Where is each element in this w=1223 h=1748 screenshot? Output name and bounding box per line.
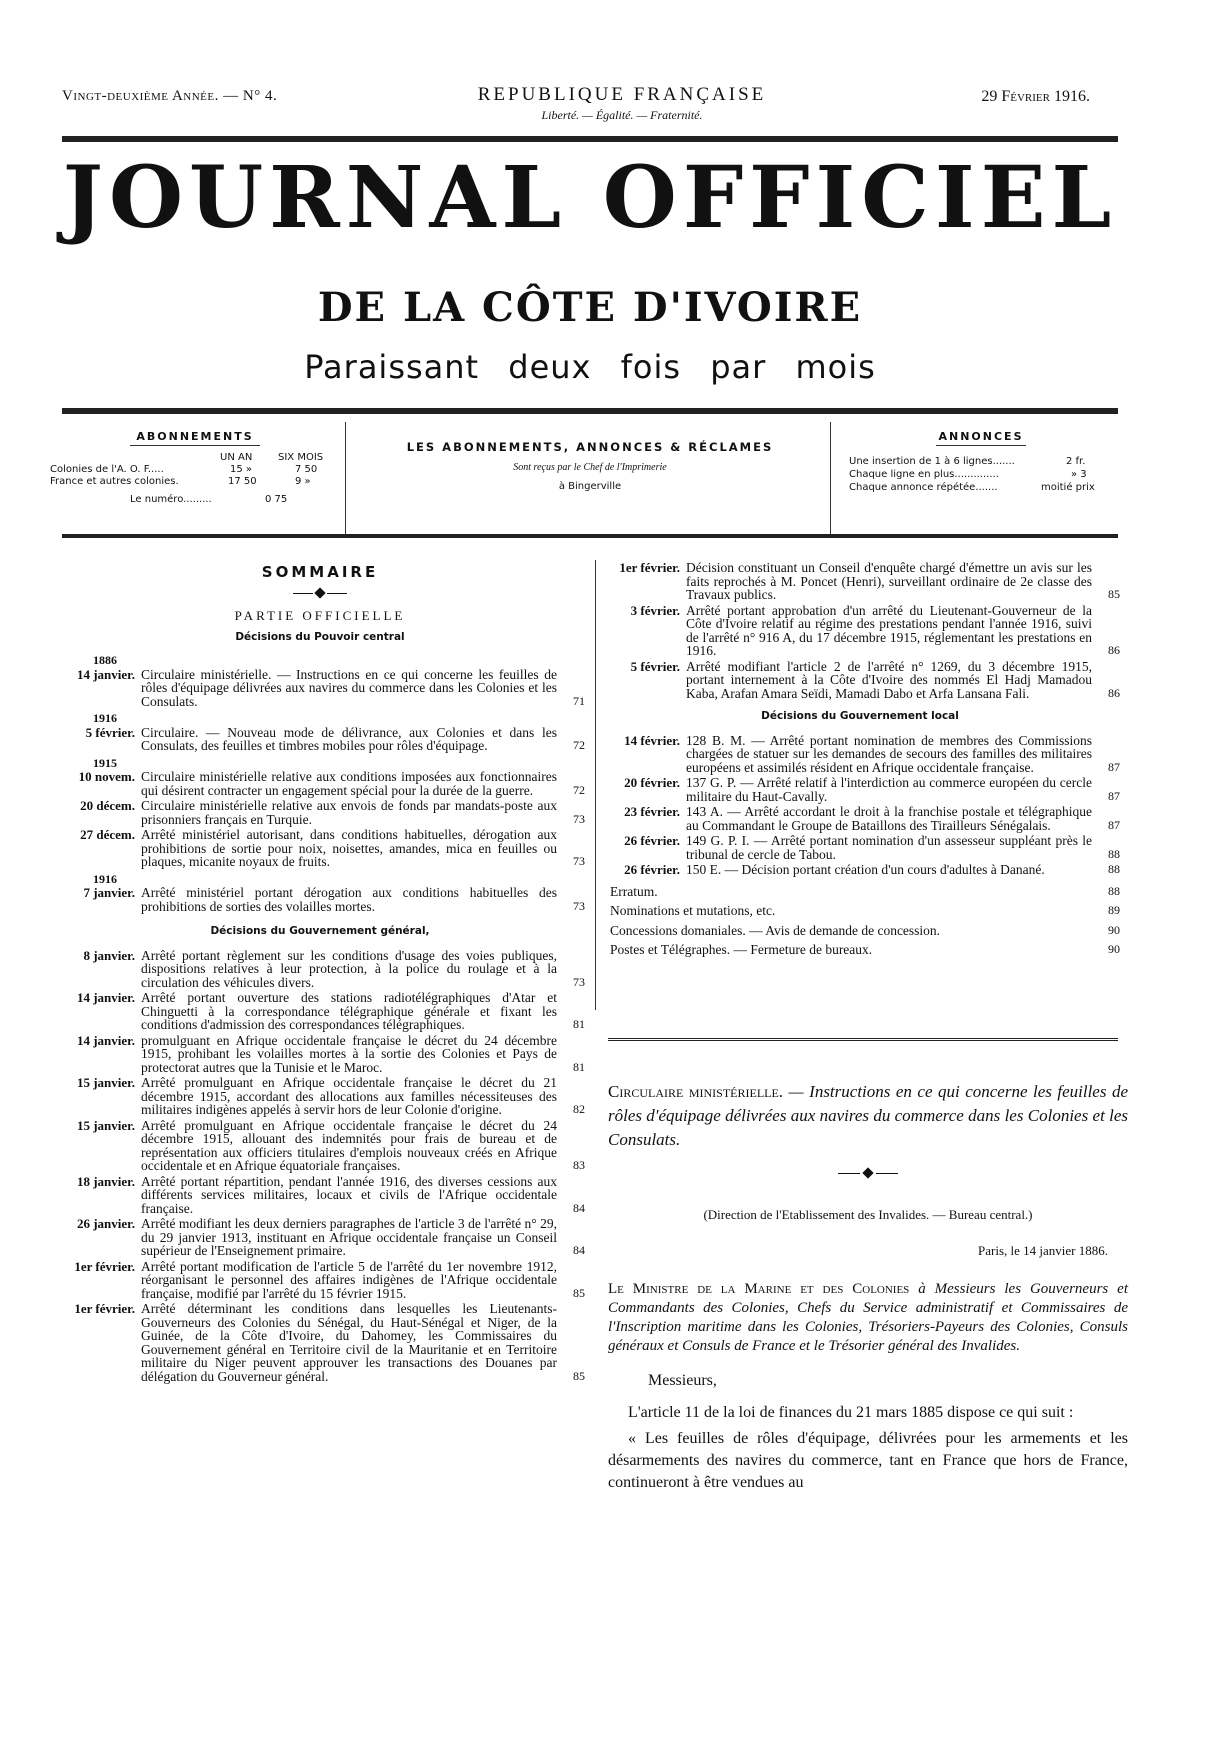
divider bbox=[345, 422, 346, 534]
sommaire-entry bbox=[55, 949, 585, 990]
entry-text: Erratum. bbox=[610, 883, 658, 899]
misc-entry bbox=[610, 903, 1120, 918]
entry-date: 14 février. bbox=[624, 732, 680, 748]
divider bbox=[62, 534, 1118, 538]
sub-row: France et autres colonies. 17 50 9 » bbox=[50, 476, 311, 487]
annonce-row: Chaque ligne en plus.............. » 3 bbox=[849, 469, 1087, 480]
entry-text: Arrêté promulguant en Afrique occidentale française le décret du 21 décembre 1915, accordant des allocations aux familles nécessiteuses des militaires indigènes appelés à servir hors de leur Colonie d'origine. bbox=[141, 1075, 557, 1117]
entry-text: Arrêté portant règlement sur les conditions d'usage des voies publiques, dispositions relatives à leur protection, à la police du roulage et à la circulation des véhicules divers. bbox=[141, 947, 557, 990]
entry-date: 26 février. bbox=[624, 833, 680, 848]
sommaire-entry bbox=[55, 991, 585, 1032]
sommaire-entry bbox=[55, 726, 585, 753]
entry-page: 87 bbox=[1108, 788, 1120, 803]
edition-label: Vingt-deuxième Année. — N° 4. bbox=[62, 88, 278, 104]
center-box-line: à Bingerville bbox=[558, 481, 622, 492]
masthead-subtitle: DE LA CÔTE D'IVOIRE bbox=[317, 284, 863, 331]
year-heading: 1915 bbox=[93, 755, 117, 770]
misc-entry bbox=[610, 922, 1120, 938]
entry-text: Concessions domaniales. — Avis de demande de concession. bbox=[610, 922, 941, 938]
entry-date: 20 février. bbox=[624, 775, 680, 790]
entry-text: promulguant en Afrique occidentale française le décret du 24 décembre 1915, prohibant les volailles mortes à la sortie des Colonies et Pays de protectorat autres que la Tunisie et le Maroc. bbox=[141, 1032, 557, 1075]
entry-date: 1er février. bbox=[74, 1258, 135, 1274]
paragraph: L'article 11 de la loi de finances du 21 mars 1885 dispose ce qui suit : bbox=[628, 1404, 1074, 1421]
center-box-line: Sont reçus par le Chef de l'Imprimerie bbox=[513, 462, 667, 473]
sommaire-entry bbox=[600, 805, 1120, 832]
entry-text: Circulaire ministérielle relative aux envois de fonds par mandats-poste aux prisonniers français en Turquie. bbox=[141, 798, 557, 827]
sommaire-entry bbox=[55, 799, 585, 826]
salutation: Messieurs, bbox=[648, 1372, 717, 1389]
divider bbox=[830, 422, 831, 534]
entry-page: 85 bbox=[1108, 587, 1120, 601]
republic-label: REPUBLIQUE FRANÇAISE bbox=[477, 84, 767, 105]
entry-page: 85 bbox=[573, 1285, 585, 1300]
masthead-title: JOURNAL OFFICIEL bbox=[62, 148, 1118, 248]
entry-date: 18 janvier. bbox=[76, 1173, 135, 1189]
divider bbox=[62, 136, 1118, 142]
entry-page: 87 bbox=[1108, 817, 1120, 832]
annonce-row: Chaque annonce répétée....... moitié prix bbox=[849, 482, 1095, 493]
entry-date: 5 février. bbox=[630, 658, 680, 674]
subscriptions-box bbox=[50, 430, 340, 508]
center-box-title: LES ABONNEMENTS, ANNONCES & RÉCLAMES bbox=[406, 440, 774, 454]
entry-text: 143 A. — Arrêté accordant le droit à la franchise postale et télégraphique au Commandant le Groupe de Bataillons des Tirailleurs Sénégalais. bbox=[686, 804, 1092, 833]
entry-text: Arrêté portant répartition, pendant l'année 1916, des diverses cessions aux différents services militaires, locaux et civils de l'Afrique occidentale française. bbox=[141, 1173, 557, 1216]
partie-title: PARTIE OFFICIELLE bbox=[234, 608, 406, 623]
entry-text: Postes et Télégraphes. — Fermeture de bureaux. bbox=[610, 942, 873, 957]
entry-page: 73 bbox=[573, 854, 585, 868]
entry-text: Arrêté portant ouverture des stations radiotélégraphiques d'Atar et Chinguetti à la correspondance télégraphique générale et fixant les conditions d'admission des correspondances télégraphiques. bbox=[141, 990, 557, 1032]
sommaire-entry bbox=[55, 828, 585, 869]
ornament bbox=[55, 586, 585, 600]
year-heading: 1916 bbox=[93, 871, 117, 886]
sommaire-entry bbox=[600, 660, 1120, 701]
entry-date: 14 janvier. bbox=[76, 666, 135, 682]
divider bbox=[62, 408, 1118, 414]
entry-page: 89 bbox=[1108, 903, 1120, 917]
annonces-box bbox=[846, 430, 1116, 495]
entry-page: 86 bbox=[1108, 685, 1120, 700]
sommaire-entry bbox=[600, 863, 1120, 877]
entry-page: 73 bbox=[573, 811, 585, 826]
year-heading: 1916 bbox=[93, 711, 117, 725]
entry-text: 137 G. P. — Arrêté relatif à l'interdiction au commerce européen du cercle militaire du Haut-Cavally. bbox=[686, 775, 1092, 804]
entry-page: 81 bbox=[573, 1059, 585, 1074]
entry-text: 128 B. M. — Arrêté portant nomination de membres des Commissions chargées de statuer sur les demandes de secours des familles des militaires européens et assimilés résident en Afrique occidentale française. bbox=[686, 732, 1092, 775]
direction-line: (Direction de l'Etablissement des Invalides. — Bureau central.) bbox=[703, 1207, 1033, 1222]
entry-text: Arrêté portant approbation d'un arrêté du Lieutenant-Gouverneur de la Côte d'Ivoire relatif au régime des prestations pendant l'année 1916, suivi de l'arrêté n° 916 A, du 17 décembre 1915, réglementant les prestations en 1916. bbox=[686, 602, 1092, 658]
entry-text: Circulaire ministérielle relative aux conditions imposées aux fonctionnaires qui désirent contracter un engagement spécial pour la durée de la guerre. bbox=[141, 769, 557, 798]
sub-row: Colonies de l'A. O. F..... 15 » 7 50 bbox=[50, 464, 318, 475]
entry-page: 90 bbox=[1108, 942, 1120, 956]
entry-date: 23 février. bbox=[624, 804, 680, 819]
entry-date: 8 janvier. bbox=[83, 947, 135, 963]
entry-text: Arrêté modifiant l'article 2 de l'arrêté n° 1269, du 3 décembre 1915, portant internement à la Côte d'Ivoire des nommés El Hadj Mamadou Kaba, Arafan Amara Seïdi, Mamadi Dabo et Arfa Lansana Fali. bbox=[686, 658, 1092, 701]
entry-date: 26 janvier. bbox=[76, 1216, 135, 1231]
entry-page: 71 bbox=[573, 693, 585, 708]
divider bbox=[608, 1038, 1118, 1044]
entry-page: 73 bbox=[573, 898, 585, 913]
entry-page: 85 bbox=[573, 1368, 585, 1383]
place-date: Paris, le 14 janvier 1886. bbox=[978, 1243, 1108, 1258]
address: Le Ministre de la Marine et des Colonies à Messieurs les Gouverneurs et Commandants des Colonies, Chefs du Service administratif et Commissaires de l'Inscription maritime dans les Colonies, Trésoriers-Payeurs des Colonies, Consuls généraux et Consuls de France et le Trésorier général des Invalides. bbox=[608, 1281, 1128, 1354]
section-title: Décisions du Gouvernement général, bbox=[210, 925, 430, 937]
entry-text: Circulaire ministérielle. — Instructions en ce qui concerne les feuilles de rôles d'équipage délivrées aux navires du commerce dans les Colonies et les Consulats. bbox=[141, 666, 557, 709]
local-list bbox=[600, 734, 1120, 877]
entry-date: 5 février. bbox=[85, 724, 135, 740]
entry-date: 15 janvier. bbox=[76, 1117, 135, 1133]
sommaire-entry bbox=[55, 1260, 585, 1301]
entry-date: 14 janvier. bbox=[76, 1032, 135, 1048]
sommaire-title: SOMMAIRE bbox=[261, 563, 379, 581]
entry-text: 150 E. — Décision portant création d'un cours d'adultes à Danané. bbox=[686, 862, 1045, 877]
entry-page: 88 bbox=[1108, 883, 1120, 898]
sommaire-entry bbox=[55, 1076, 585, 1117]
entry-date: 26 février. bbox=[624, 862, 680, 877]
entry-page: 81 bbox=[573, 1017, 585, 1031]
sommaire-entry bbox=[55, 1175, 585, 1216]
sommaire-entry bbox=[55, 1119, 585, 1173]
sommaire-entry bbox=[55, 1302, 585, 1383]
ornament bbox=[608, 1162, 1128, 1184]
entry-page: 72 bbox=[573, 738, 585, 752]
section-title: Décisions du Pouvoir central bbox=[235, 630, 405, 643]
general-list bbox=[55, 949, 585, 1384]
sommaire-entry bbox=[55, 668, 585, 709]
sommaire-entry bbox=[55, 1034, 585, 1075]
sommaire-entry bbox=[600, 834, 1120, 861]
misc-entry bbox=[610, 883, 1120, 899]
year-heading: 1886 bbox=[93, 653, 117, 667]
sommaire-entry bbox=[600, 776, 1120, 803]
entry-date: 27 décem. bbox=[80, 827, 135, 842]
entry-text: Arrêté promulguant en Afrique occidentale française le décret du 24 décembre 1915, allouant des indemnités pour frais de bureau et de représentation aux officiers titulaires d'emplois nouveaux créés en Afrique occidentale et en Afrique équatoriale françaises. bbox=[141, 1117, 557, 1173]
entry-date: 15 janvier. bbox=[76, 1075, 135, 1090]
entry-text: Arrêté modifiant les deux derniers paragraphes de l'article 3 de l'arrêté n° 29, du 29 janvier 1913, instituant en Afrique occidentale française un Conseil supérieur de l'Enseignement primaire. bbox=[141, 1216, 557, 1258]
entry-page: 88 bbox=[1108, 862, 1120, 876]
numero-row: Le numéro......... 0 75 bbox=[130, 494, 288, 505]
annonce-row: Une insertion de 1 à 6 lignes....... 2 fr. bbox=[849, 456, 1086, 467]
article bbox=[608, 1080, 1128, 1494]
entry-text: Circulaire. — Nouveau mode de délivrance, aux Colonies et dans les Consulats, des feuilles et timbres mobiles pour rôles d'équipage. bbox=[141, 724, 557, 753]
paragraph: « Les feuilles de rôles d'équipage, délivrées pour les armements et les désarmements des navires du commerce, tant en France que hors de France, continueront à être vendues au bbox=[608, 1430, 1128, 1491]
entry-text: Arrêté portant modification de l'article 5 de l'arrêté du 1er novembre 1912, réorganisant le personnel des affaires indigènes de l'Afrique occidentale française, modifié par l'arrêté du 15 février 1915. bbox=[141, 1258, 557, 1301]
motto-label: Liberté. — Égalité. — Fraternité. bbox=[541, 108, 703, 122]
entry-date: 20 décem. bbox=[80, 798, 135, 813]
entry-text: Arrêté ministériel autorisant, dans conditions habituelles, dérogation aux prohibitions de sortie pour noix, noisettes, amandes, mica en feuilles ou plaques, micanite noyaux de fruits. bbox=[141, 827, 557, 869]
entry-page: 90 bbox=[1108, 922, 1120, 937]
sommaire-entry bbox=[55, 770, 585, 797]
entry-page: 84 bbox=[573, 1243, 585, 1257]
sommaire-entry bbox=[600, 561, 1120, 602]
col-six-mois: SIX MOIS bbox=[278, 452, 324, 463]
col-un-an: UN AN bbox=[220, 452, 253, 463]
divider bbox=[595, 560, 596, 1010]
section-title: Décisions du Gouvernement local bbox=[761, 710, 959, 722]
general-cont-list bbox=[600, 561, 1120, 700]
entry-date: 1er février. bbox=[619, 560, 680, 575]
entry-page: 83 bbox=[573, 1158, 585, 1172]
pouvoir-list bbox=[55, 654, 585, 913]
subscriptions-title: ABONNEMENTS bbox=[136, 430, 254, 443]
entry-page: 84 bbox=[573, 1200, 585, 1215]
sommaire-left bbox=[55, 563, 585, 1385]
sommaire-entry bbox=[600, 734, 1120, 775]
sommaire-entry bbox=[55, 886, 585, 913]
entry-text: Décision constituant un Conseil d'enquête chargé d'émettre un avis sur les faits reprochés à M. Poncet (Henri), surveillant ordinaire de 2e classe des Travaux publics. bbox=[686, 560, 1092, 602]
sommaire-right bbox=[600, 561, 1120, 963]
entry-text: Arrêté déterminant les conditions dans lesquelles les Lieutenants-Gouverneurs des Colonies du Sénégal, du Haut-Sénégal et Niger, de la Guinée, de la Côte d'Ivoire, du Dahomey, les Commissaires du Gouvernement général en Territoire civil de la Mauritanie et en Territoire militaire du Niger peuvent approuver les transactions des Douanes par délégation du Gouverneur général. bbox=[141, 1301, 557, 1384]
entry-page: 72 bbox=[573, 782, 585, 797]
sommaire-entry bbox=[55, 1217, 585, 1258]
periodicity: Paraissant deux fois par mois bbox=[304, 348, 876, 386]
article-title: Circulaire ministérielle. — Instructions en ce qui concerne les feuilles de rôles d'équipage délivrées aux navires du commerce dans les Colonies et les Consulats. bbox=[608, 1082, 1128, 1149]
misc-list bbox=[600, 885, 1120, 957]
entry-date: 14 janvier. bbox=[76, 990, 135, 1005]
entry-text: Nominations et mutations, etc. bbox=[610, 903, 776, 918]
entry-page: 82 bbox=[573, 1102, 585, 1116]
entry-page: 86 bbox=[1108, 643, 1120, 657]
entry-date: 7 janvier. bbox=[83, 885, 135, 900]
issue-date: 29 Février 1916. bbox=[981, 88, 1090, 105]
entry-page: 87 bbox=[1108, 759, 1120, 774]
entry-text: Arrêté ministériel portant dérogation aux conditions habituelles des prohibitions de sorties des volailles mortes. bbox=[141, 885, 557, 914]
sommaire-entry bbox=[600, 604, 1120, 658]
center-box bbox=[360, 440, 820, 492]
header-line bbox=[62, 84, 1118, 122]
entry-text: 149 G. P. I. — Arrêté portant nomination d'un assesseur suppléant près le tribunal de cercle de Tabou. bbox=[686, 833, 1092, 862]
misc-entry bbox=[610, 942, 1120, 957]
entry-page: 88 bbox=[1108, 846, 1120, 861]
entry-date: 3 février. bbox=[630, 602, 680, 618]
annonces-title: ANNONCES bbox=[938, 430, 1024, 443]
entry-date: 10 novem. bbox=[78, 769, 135, 784]
entry-page: 73 bbox=[573, 974, 585, 989]
entry-date: 1er février. bbox=[74, 1301, 135, 1316]
